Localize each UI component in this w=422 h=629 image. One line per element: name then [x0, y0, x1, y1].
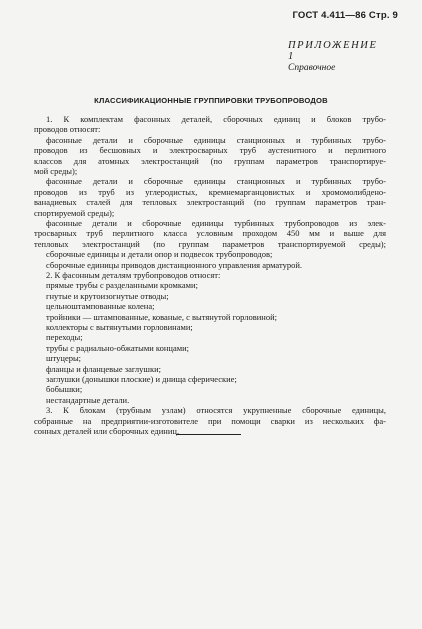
text-line: сонных деталей или сборочных единиц.	[34, 426, 180, 436]
text-line: 3. К блокам (трубным узлам) относятся укрупненные сборочные единицы,	[46, 405, 386, 416]
text-line: ванадиевых сталей для тепловых электростанций (по группам параметров тран-	[34, 197, 386, 208]
text-line: бобышки;	[46, 384, 83, 395]
text-line: трубы с радиально-обжатыми концами;	[46, 342, 190, 353]
text-line: собранные на предприятии-изготовителе при помощи сварки из нескольких фа-	[34, 415, 386, 426]
text-line: фасонные детали и сборочные единицы турбинных трубопроводов из элек-	[46, 217, 386, 228]
text-line: проводов из труб из углеродистых, кремнемарганцовистых и хромомолибдено-	[34, 186, 386, 197]
text-line: заглушки (донышки плоские) и днища сферические;	[46, 374, 237, 384]
document-body	[34, 114, 386, 436]
page-header: ГОСТ 4.411—86 Стр. 9	[292, 10, 398, 21]
text-line: классов для атомных электростанций (по группам параметров транспортируе-	[34, 155, 386, 166]
appendix-block	[288, 40, 388, 73]
text-line: тройники — штампованные, кованые, с вытянутой горловиной;	[46, 311, 278, 322]
text-line: коллекторы с вытянутыми горловинами;	[46, 321, 193, 332]
text-line: спортируемой среды);	[34, 207, 115, 218]
text-line: сборочные единицы приводов дистанционного управления арматурой.	[46, 259, 302, 270]
text-line: фасонные детали и сборочные единицы станционных и турбинных трубо-	[46, 134, 386, 145]
text-line: прямые трубы с разделанными кромками;	[46, 280, 198, 291]
text-line: тепловых электростанций (по группам параметров транспортируемой среды);	[34, 238, 386, 249]
text-line: тросварных труб перлитного класса условным проходом 450 мм и выше для	[34, 228, 386, 239]
text-line: проводов из бесшовных и электросварных труб аустенитного и перлитного	[34, 145, 386, 156]
text-line: мой среды);	[34, 165, 78, 176]
text-line: фланцы и фланцевые заглушки;	[46, 363, 161, 374]
text-line: 1. К комплектам фасонных деталей, сборочных единиц и блоков трубо-	[46, 114, 386, 124]
text-line: цельноштампованные колена;	[46, 301, 155, 312]
text-line: фасонные детали и сборочные единицы станционных и турбинных трубо-	[46, 176, 386, 187]
text-line: 2. К фасонным деталям трубопроводов относят:	[46, 269, 221, 280]
section-title: КЛАССИФИКАЦИОННЫЕ ГРУППИРОВКИ ТРУБОПРОВОДОВ	[94, 96, 328, 105]
appendix-subtitle: Справочное	[288, 63, 336, 73]
end-divider	[176, 434, 241, 435]
text-line: нестандартные детали.	[46, 394, 130, 405]
text-line: штуцеры;	[46, 353, 82, 364]
text-line: проводов относят:	[34, 124, 101, 135]
appendix-title: ПРИЛОЖЕНИЕ 1	[288, 40, 378, 62]
text-line: переходы;	[46, 332, 83, 343]
text-line: гнутые и крутоизогнутые отводы;	[46, 290, 169, 301]
text-line: сборочные единицы и детали опор и подвесок трубопроводов;	[46, 249, 273, 260]
